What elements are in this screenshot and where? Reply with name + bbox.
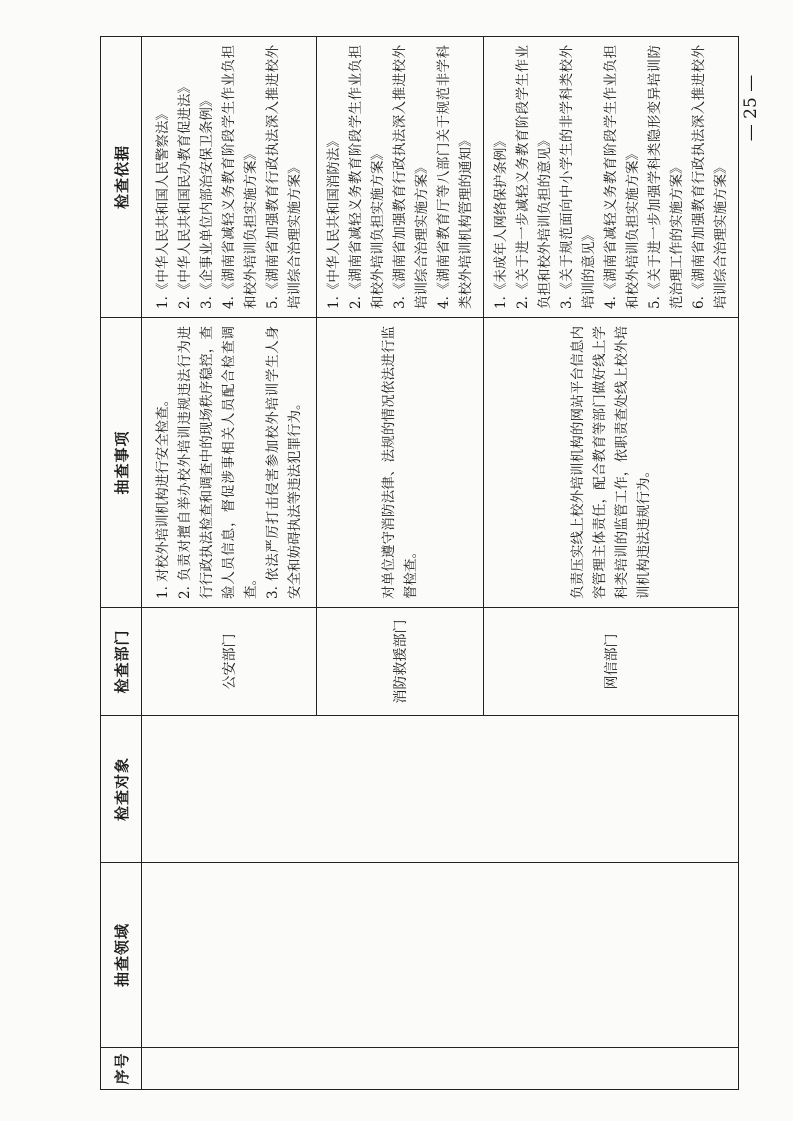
header-basis: 检查依据 [101,37,142,318]
basis-line: 4.《湖南省教育厅等八部门关于规范非学科类校外培训机构管理的通知》 [436,45,474,309]
target-cell [142,716,739,863]
basis-line: 3.《企事业单位内部治安保卫条例》 [199,93,215,309]
basis-line: 6.《湖南省加强教育行政执法深入推进校外培训综合治理实施方案》 [691,45,729,309]
header-dept: 检查部门 [101,608,142,716]
item-line: 1. 对校外培训机构进行安全检查。 [155,392,171,599]
basis-line: 5.《关于进一步加强学科类隐形变异培训防范治理工作的实施方案》 [647,45,685,309]
basis-line: 1.《未成年人网络保护条例》 [493,134,509,309]
items-cell [317,318,484,608]
items-cell [484,318,739,608]
basis-cell [142,37,317,318]
basis-line: 3.《湖南省加强教育行政执法深入推进校外培训综合治理实施方案》 [392,45,430,309]
dept-cell: 消防救援部门 [317,608,484,716]
basis-line: 2.《湖南省减轻义务教育阶段学生作业负担和校外培训负担实施方案》 [348,45,386,309]
header-domain: 抽查领域 [101,863,142,1048]
basis-line: 4.《湖南省减轻义务教育阶段学生作业负担和校外培训负担实施方案》 [221,45,259,309]
items-cell [142,318,317,608]
item-line: 对单位遵守消防法律、法规的情况依法进行监督检查。 [381,326,419,599]
rotated-page-frame [100,37,729,1090]
header-items: 抽查事项 [101,318,142,608]
inspection-table [100,36,739,1090]
page-number: — 25 — [741,74,761,142]
table-row [142,37,317,1090]
basis-line: 3.《关于规范面向中小学生的非学科类校外培训的意见》 [559,45,597,309]
basis-line: 4.《湖南省减轻义务教育阶段学生作业负担和校外培训负担实施方案》 [603,45,641,309]
basis-line: 1.《中华人民共和国消防法》 [326,134,342,309]
table-header-row [101,37,142,1090]
item-line: 3. 依法严厉打击侵害参加校外培训学生人身安全和妨碍执法等违法犯罪行为。 [265,326,303,599]
dept-cell: 网信部门 [484,608,739,716]
basis-line: 2.《关于进一步减轻义务教育阶段学生作业负担和校外培训负担的意见》 [515,45,553,309]
item-line: 负责压实线上校外培训机构的网站平台信息内容管理主体责任，配合教育等部门做好线上学科类培训的监管工作，依职责查处线上校外培训机构违法违规行为。 [570,326,652,599]
dept-cell: 公安部门 [142,608,317,716]
basis-line: 2.《中华人民共和国民办教育促进法》 [177,80,193,309]
basis-line: 1.《中华人民共和国人民警察法》 [155,107,171,309]
header-target: 检查对象 [101,716,142,863]
item-line: 2. 负责对擅自举办校外培训违规违法行为进行行政执法检查和调查中的现场秩序稳控，查验人员信息，督促涉事相关人员配合检查调查。 [177,326,259,599]
domain-cell [142,863,739,1048]
header-index: 序号 [101,1048,142,1090]
basis-cell [317,37,484,318]
index-cell [142,1048,739,1090]
basis-cell [484,37,739,318]
inspection-table-wrapper [100,37,729,1090]
basis-line: 5.《湖南省加强教育行政执法深入推进校外培训综合治理实施方案》 [265,45,303,309]
